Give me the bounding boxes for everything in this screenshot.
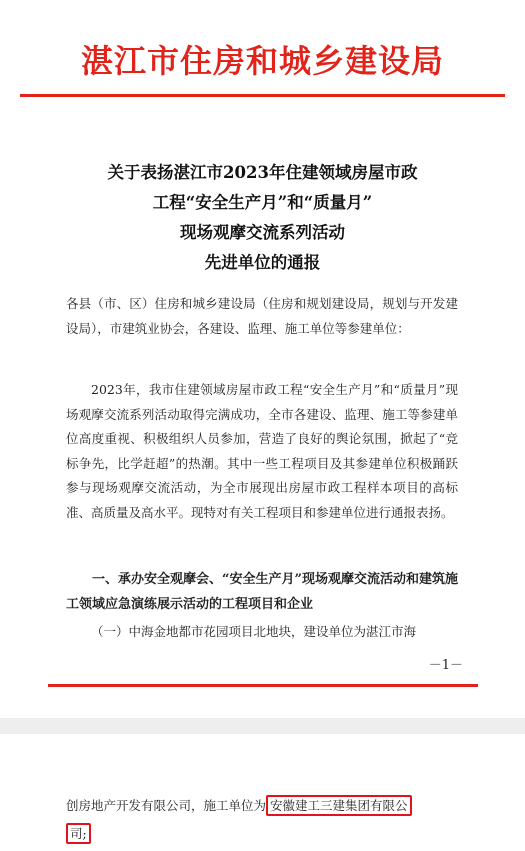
notice-title (30, 158, 495, 278)
header-red-rule (20, 94, 505, 97)
page-separator (0, 718, 525, 734)
title-line: 先进单位的通报 (204, 253, 321, 272)
footer-red-rule (48, 684, 478, 687)
title-line: 工程“安全生产月”和“质量月” (152, 193, 373, 212)
issuer-header: 湛江市住房和城乡建设局 (80, 42, 444, 80)
page2-line (66, 794, 412, 818)
page2-line (66, 822, 91, 846)
title-line: 现场观摩交流系列活动 (180, 223, 345, 242)
page2-line-text: 创房地产开发有限公司，施工单位为 (66, 798, 267, 813)
title-line: 关于表扬湛江市2023年住建领域房屋市政 (107, 163, 418, 182)
page-number: －1－ (428, 658, 463, 673)
item-paragraph: （一）中海金地都市花园项目北地块，建设单位为湛江市海 (91, 624, 417, 639)
highlighted-company-name: 安徽建工三建集团有限公 (266, 795, 412, 816)
highlighted-company-name-end: 司; (66, 823, 91, 844)
document-page-2 (0, 734, 525, 851)
body-paragraph: 2023年，我市住建领域房屋市政工程“安全生产月”和“质量月”现场观摩交流系列活动取得完满成功，全市各建设、监理、施工等参建单位高度重视、积极组织人员参加，营造了良好的舆论氛围，掀起了“竞标争先，比学赶超”的热潮。其中一些工程项目及其参建单位积极踊跃参与现场观摩交流活动，为全市展现出房屋市政工程样本项目的高标准、高质量及高水平。现特对有关工程项目和参建单位进行通报表扬。 (66, 382, 458, 520)
addressee-paragraph: 各县（市、区）住房和城乡建设局（住房和规划建设局，规划与开发建设局），市建筑业协会，各建设、监理、施工单位等参建单位： (66, 296, 458, 336)
section-heading: 一、承办安全观摩会、“安全生产月”现场观摩交流活动和建筑施工领域应急演练展示活动的工程项目和企业 (66, 572, 458, 612)
